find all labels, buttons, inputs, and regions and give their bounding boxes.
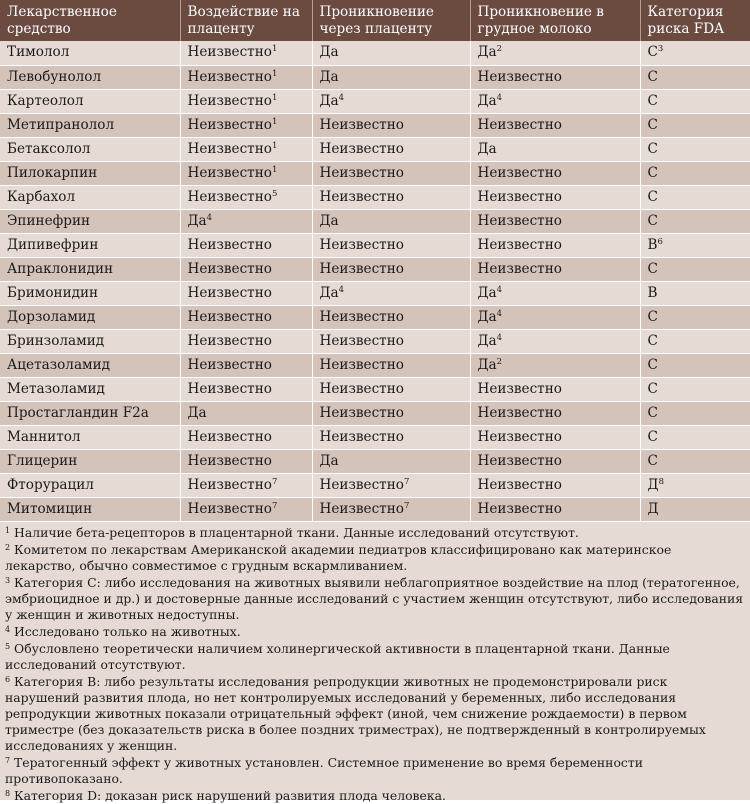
cell-milk-penetration [470, 497, 640, 521]
cell-fda-category [640, 425, 750, 449]
footnote-number: 6 [5, 674, 11, 684]
cell-placenta-effect [180, 41, 312, 65]
cell-fda-category [640, 329, 750, 353]
cell-placenta-effect [180, 161, 312, 185]
cell-placenta-effect [180, 209, 312, 233]
cell-text: Неизвестно [319, 140, 404, 157]
cell-placenta-effect [180, 257, 312, 281]
cell-text: Левобунолол [7, 68, 102, 85]
cell-text: Карбахол [7, 188, 76, 205]
cell-milk-penetration [470, 65, 640, 89]
cell-text: Да [477, 140, 497, 157]
table-row [0, 185, 750, 209]
footnote-text: Категория В: либо результаты исследования репродукции животных не продемонстрировали риск нарушений развития плода, но нет контролируемых исследований у беременных, либо исследования репродукции животных показали отрицательный эффект (иной, чем снижение рождаемости) в первом триместре (без доказательств риска в более поздних триместрах), не подтвержденный в контролируемых исследованиях у женщин. [5, 673, 706, 753]
cell-fda-category [640, 209, 750, 233]
cell-text: Неизвестно [187, 308, 272, 325]
cell-text: С [647, 140, 658, 157]
cell-text: Неизвестно [187, 188, 272, 205]
header-drug: Лекарственное средство [0, 0, 180, 41]
cell-text: Неизвестно [187, 356, 272, 373]
cell-text: Неизвестно [187, 500, 272, 517]
footnote-ref: 1 [271, 140, 278, 151]
cell-fda-category [640, 449, 750, 473]
cell-drug [0, 305, 180, 329]
footnote-ref: 4 [496, 332, 503, 343]
cell-placenta-effect [180, 449, 312, 473]
cell-drug [0, 401, 180, 425]
footnote-ref: 4 [496, 308, 503, 319]
cell-text: С [647, 452, 658, 469]
header-placenta-effect: Воздействие на плаценту [180, 0, 312, 41]
footnote-ref: 4 [338, 92, 345, 103]
cell-milk-penetration [470, 473, 640, 497]
cell-text: Неизвестно [477, 380, 562, 397]
cell-text: Да [319, 44, 339, 61]
cell-text: С [647, 356, 658, 373]
cell-placenta-effect [180, 473, 312, 497]
footnote [5, 542, 744, 574]
footnote-ref: 6 [657, 236, 663, 247]
cell-text: Да [477, 356, 497, 373]
table-row [0, 305, 750, 329]
cell-fda-category [640, 401, 750, 425]
cell-text: Неизвестно [477, 404, 562, 421]
cell-placenta-effect [180, 185, 312, 209]
footnote-text: Тератогенный эффект у животных установлен. Системное применение во время беременности противопоказано. [5, 754, 643, 786]
footnotes [0, 522, 750, 803]
cell-text: Да [187, 212, 207, 229]
cell-text: Неизвестно [187, 428, 272, 445]
footnote [5, 641, 744, 673]
cell-text: С [647, 44, 658, 61]
cell-milk-penetration [470, 305, 640, 329]
footnote [5, 575, 744, 623]
cell-milk-penetration [470, 185, 640, 209]
table-header-row [0, 0, 750, 41]
cell-placenta-penetration [312, 425, 470, 449]
footnote [5, 624, 744, 640]
cell-fda-category [640, 161, 750, 185]
cell-placenta-penetration [312, 329, 470, 353]
cell-placenta-effect [180, 137, 312, 161]
cell-milk-penetration [470, 353, 640, 377]
table-row [0, 281, 750, 305]
table-row [0, 473, 750, 497]
cell-fda-category [640, 137, 750, 161]
footnote [5, 525, 744, 541]
cell-text: Да [477, 92, 497, 109]
cell-text: Неизвестно [477, 116, 562, 133]
cell-placenta-effect [180, 353, 312, 377]
footnote-ref: 4 [206, 212, 213, 223]
footnote [5, 755, 744, 787]
cell-text: Неизвестно [187, 332, 272, 349]
cell-text: Неизвестно [319, 308, 404, 325]
cell-text: С [647, 260, 658, 277]
cell-text: Д [647, 500, 659, 517]
cell-text: Да [319, 284, 339, 301]
cell-drug [0, 161, 180, 185]
table-row [0, 401, 750, 425]
cell-text: Д [647, 476, 659, 493]
table-row [0, 449, 750, 473]
cell-text: Да [477, 44, 497, 61]
table-row [0, 137, 750, 161]
cell-text: Неизвестно [319, 236, 404, 253]
cell-milk-penetration [470, 329, 640, 353]
table-row [0, 65, 750, 89]
footnote-ref: 7 [271, 476, 278, 487]
cell-placenta-penetration [312, 41, 470, 65]
cell-text: Неизвестно [319, 332, 404, 349]
cell-fda-category [640, 353, 750, 377]
cell-text: Да [319, 212, 339, 229]
cell-placenta-effect [180, 401, 312, 425]
cell-text: С [647, 188, 658, 205]
cell-drug [0, 353, 180, 377]
cell-placenta-effect [180, 113, 312, 137]
footnote-number: 1 [5, 525, 11, 535]
cell-text: Фторурацил [7, 476, 94, 493]
cell-text: Неизвестно [319, 188, 404, 205]
footnote-ref: 1 [271, 92, 278, 103]
cell-text: Неизвестно [187, 260, 272, 277]
cell-text: Неизвестно [187, 68, 272, 85]
cell-text: Неизвестно [477, 476, 562, 493]
footnote-ref: 1 [271, 44, 278, 55]
cell-placenta-effect [180, 233, 312, 257]
table-row [0, 353, 750, 377]
cell-drug [0, 281, 180, 305]
cell-drug [0, 425, 180, 449]
cell-text: Да [319, 92, 339, 109]
cell-text: Неизвестно [477, 500, 562, 517]
footnote-number: 5 [5, 641, 11, 651]
cell-text: С [647, 116, 658, 133]
footnote-ref: 5 [271, 188, 278, 199]
cell-text: Эпинефрин [7, 212, 91, 229]
footnote-ref: 1 [271, 116, 278, 127]
cell-placenta-penetration [312, 401, 470, 425]
cell-milk-penetration [470, 233, 640, 257]
cell-text: Неизвестно [187, 164, 272, 181]
cell-milk-penetration [470, 449, 640, 473]
footnote-text: Категория D: доказан риск нарушений развития плода человека. [10, 787, 446, 803]
cell-milk-penetration [470, 113, 640, 137]
cell-text: Неизвестно [187, 44, 272, 61]
cell-text: Неизвестно [187, 236, 272, 253]
cell-fda-category [640, 473, 750, 497]
cell-text: Неизвестно [477, 164, 562, 181]
cell-text: Бримонидин [7, 284, 99, 301]
cell-text: Да [477, 308, 497, 325]
cell-milk-penetration [470, 425, 640, 449]
cell-placenta-penetration [312, 281, 470, 305]
table-row [0, 497, 750, 521]
cell-text: Неизвестно [319, 476, 404, 493]
cell-drug [0, 497, 180, 521]
footnote-ref: 4 [496, 284, 503, 295]
cell-text: Маннитол [7, 428, 81, 445]
cell-text: Неизвестно [187, 380, 272, 397]
cell-fda-category [640, 41, 750, 65]
cell-drug [0, 41, 180, 65]
cell-milk-penetration [470, 137, 640, 161]
footnote-ref: 3 [657, 44, 664, 55]
cell-drug [0, 65, 180, 89]
footnote-text: Обусловлено теоретически наличием холинергической активности в плацентарной ткани. Данные исследований отсутствуют. [5, 640, 670, 672]
footnote-ref: 7 [271, 500, 278, 511]
footnote-ref: 7 [403, 476, 410, 487]
table-row [0, 209, 750, 233]
cell-text: Неизвестно [477, 212, 562, 229]
cell-text: Митомицин [7, 500, 93, 517]
cell-text: С [647, 404, 658, 421]
cell-milk-penetration [470, 41, 640, 65]
cell-drug [0, 233, 180, 257]
cell-text: Да [477, 284, 497, 301]
cell-fda-category [640, 305, 750, 329]
cell-placenta-penetration [312, 65, 470, 89]
cell-milk-penetration [470, 377, 640, 401]
footnote-number: 4 [5, 624, 11, 634]
cell-text: С [647, 428, 658, 445]
cell-placenta-penetration [312, 113, 470, 137]
footnote-number: 7 [5, 755, 11, 765]
cell-milk-penetration [470, 257, 640, 281]
cell-text: Да [319, 68, 339, 85]
cell-placenta-penetration [312, 233, 470, 257]
cell-placenta-penetration [312, 473, 470, 497]
cell-text: Неизвестно [187, 92, 272, 109]
cell-text: Глицерин [7, 452, 78, 469]
cell-milk-penetration [470, 161, 640, 185]
cell-fda-category [640, 257, 750, 281]
cell-text: Неизвестно [187, 116, 272, 133]
cell-fda-category [640, 377, 750, 401]
table-row [0, 257, 750, 281]
cell-drug [0, 329, 180, 353]
cell-text: В [647, 284, 658, 301]
cell-drug [0, 377, 180, 401]
cell-text: Бринзоламид [7, 332, 105, 349]
cell-milk-penetration [470, 209, 640, 233]
table-row [0, 329, 750, 353]
cell-text: Да [477, 332, 497, 349]
footnote [5, 788, 744, 804]
cell-drug [0, 209, 180, 233]
cell-text: С [647, 92, 658, 109]
footnote-ref: 2 [496, 356, 503, 367]
cell-text: Апраклонидин [7, 260, 114, 277]
cell-fda-category [640, 65, 750, 89]
footnote-number: 3 [5, 575, 11, 585]
cell-placenta-effect [180, 425, 312, 449]
cell-placenta-penetration [312, 89, 470, 113]
cell-text: Неизвестно [319, 380, 404, 397]
cell-text: Тимолол [7, 44, 70, 61]
footnote-text: Категория С: либо исследования на животных выявили неблагоприятное воздействие на плод (тератогенное, эмбриоцидное и др.) и достоверные данные исследований с участием женщин отсутствуют, либо исследования у женщин и животных недоступны. [5, 574, 744, 622]
cell-text: Неизвестно [477, 260, 562, 277]
cell-fda-category [640, 185, 750, 209]
cell-text: Неизвестно [187, 284, 272, 301]
cell-text: Неизвестно [187, 140, 272, 157]
cell-milk-penetration [470, 281, 640, 305]
cell-fda-category [640, 497, 750, 521]
cell-text: Неизвестно [319, 356, 404, 373]
footnote-ref: 1 [271, 68, 278, 79]
cell-placenta-penetration [312, 137, 470, 161]
cell-text: Неизвестно [477, 68, 562, 85]
cell-drug [0, 137, 180, 161]
footnote-text: Наличие бета-рецепторов в плацентарной ткани. Данные исследований отсутствуют. [10, 524, 579, 540]
cell-text: С [647, 380, 658, 397]
cell-drug [0, 113, 180, 137]
cell-text: Дорзоламид [7, 308, 96, 325]
cell-placenta-penetration [312, 257, 470, 281]
cell-text: Неизвестно [319, 404, 404, 421]
cell-text: Ацетазоламид [7, 356, 111, 373]
cell-drug [0, 185, 180, 209]
cell-fda-category [640, 281, 750, 305]
cell-placenta-penetration [312, 209, 470, 233]
table-row [0, 233, 750, 257]
cell-placenta-effect [180, 329, 312, 353]
table-row [0, 113, 750, 137]
cell-milk-penetration [470, 89, 640, 113]
cell-text: Метазоламид [7, 380, 105, 397]
cell-placenta-effect [180, 65, 312, 89]
footnote-ref: 4 [338, 284, 345, 295]
cell-text: Простагландин F2a [7, 404, 149, 421]
cell-text: Бетаксолол [7, 140, 91, 157]
table-row [0, 425, 750, 449]
footnote-text: Комитетом по лекарствам Американской академии педиатров классифицировано как материнское лекарство, обычно совместимое с грудным вскармливанием. [5, 541, 672, 573]
cell-fda-category [640, 233, 750, 257]
cell-placenta-penetration [312, 449, 470, 473]
cell-placenta-penetration [312, 377, 470, 401]
footnote-ref: 8 [658, 476, 664, 487]
cell-text: Дипивефрин [7, 236, 99, 253]
cell-text: Неизвестно [319, 500, 404, 517]
cell-text: С [647, 332, 658, 349]
cell-text: С [647, 212, 658, 229]
footnote-ref: 1 [271, 164, 278, 175]
cell-text: Неизвестно [319, 428, 404, 445]
cell-text: С [647, 164, 658, 181]
table-row [0, 89, 750, 113]
cell-placenta-penetration [312, 185, 470, 209]
footnote-ref: 4 [496, 92, 503, 103]
footnote-text: Исследовано только на животных. [10, 623, 241, 639]
cell-milk-penetration [470, 401, 640, 425]
cell-placenta-effect [180, 305, 312, 329]
cell-placenta-effect [180, 89, 312, 113]
cell-placenta-penetration [312, 161, 470, 185]
cell-text: С [647, 308, 658, 325]
cell-text: В [647, 236, 658, 253]
header-placenta-penetration: Проникновение через плаценту [312, 0, 470, 41]
cell-text: Неизвестно [319, 116, 404, 133]
cell-text: Метипранолол [7, 116, 115, 133]
cell-drug [0, 257, 180, 281]
cell-drug [0, 89, 180, 113]
cell-fda-category [640, 89, 750, 113]
cell-placenta-penetration [312, 353, 470, 377]
cell-text: Неизвестно [477, 236, 562, 253]
cell-drug [0, 449, 180, 473]
cell-text: С [647, 68, 658, 85]
footnote-ref: 2 [496, 44, 503, 55]
footnote [5, 674, 744, 754]
cell-fda-category [640, 113, 750, 137]
cell-placenta-effect [180, 281, 312, 305]
cell-text: Неизвестно [187, 452, 272, 469]
footnote-number: 8 [5, 788, 11, 798]
cell-text: Неизвестно [477, 428, 562, 445]
cell-drug [0, 473, 180, 497]
cell-text: Да [319, 452, 339, 469]
cell-placenta-effect [180, 497, 312, 521]
cell-text: Неизвестно [319, 260, 404, 277]
footnote-ref: 7 [403, 500, 410, 511]
table-row [0, 161, 750, 185]
cell-text: Да [187, 404, 207, 421]
cell-text: Неизвестно [477, 452, 562, 469]
cell-text: Пилокарпин [7, 164, 98, 181]
cell-placenta-effect [180, 377, 312, 401]
table-row [0, 377, 750, 401]
table-row [0, 41, 750, 65]
cell-text: Неизвестно [319, 164, 404, 181]
footnote-number: 2 [5, 542, 11, 552]
header-milk-penetration: Проникновение в грудное молоко [470, 0, 640, 41]
cell-placenta-penetration [312, 305, 470, 329]
table-body [0, 41, 750, 521]
cell-text: Неизвестно [477, 188, 562, 205]
cell-placenta-penetration [312, 497, 470, 521]
header-fda-category: Категория риска FDA [640, 0, 750, 41]
cell-text: Картеолол [7, 92, 84, 109]
cell-text: Неизвестно [187, 476, 272, 493]
